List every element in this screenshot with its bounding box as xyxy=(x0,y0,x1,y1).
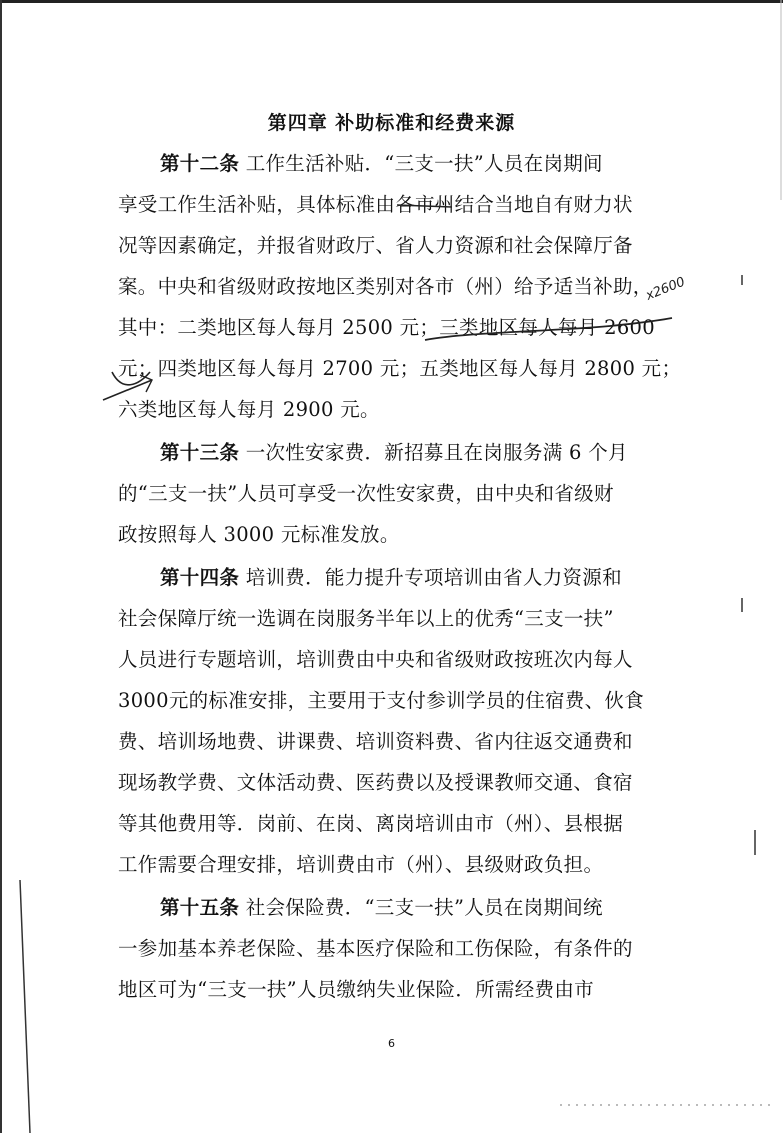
article13-line-1: 的“三支一扶”人员可享受一次性安家费，由中央和省级财 xyxy=(118,482,614,505)
handwritten-note: x2600 xyxy=(643,274,688,304)
article14-heading: 第十四条 xyxy=(160,566,240,589)
chapter-title: 第四章 补助标准和经费来源 xyxy=(267,112,516,134)
article14-line-4: 费、培训场地费、讲课费、培训资料费、省内往返交通费和 xyxy=(118,730,633,753)
article12-line-4: 其中：二类地区每人每月 2500 元；三类地区每人每月 2600 xyxy=(118,316,655,339)
article15-heading: 第十五条 xyxy=(160,896,240,919)
article12-heading: 第十二条 xyxy=(160,152,240,175)
article12-line-3: 案。中央和省级财政按地区类别对各市（州）给予适当补助， xyxy=(118,275,653,298)
page-number: 6 xyxy=(388,1037,395,1050)
article14-line-7: 工作需要合理安排，培训费由市（州）、县级财政负担。 xyxy=(118,853,604,876)
article13-first-line xyxy=(160,441,640,465)
scan-left-edge xyxy=(0,0,2,1133)
scan-top-edge xyxy=(0,0,783,3)
article13-heading: 第十三条 xyxy=(160,441,240,464)
article14-line-5: 现场教学费、文体活动费、医药费以及授课教师交通、食宿 xyxy=(118,771,633,794)
article14-line-6: 等其他费用等．岗前、在岗、离岗培训由市（州）、县根据 xyxy=(118,812,624,835)
article12-line-2: 况等因素确定，并报省财政厅、省人力资源和社会保障厅备 xyxy=(118,234,633,257)
scan-line-left xyxy=(20,880,30,1133)
article14-line-2: 人员进行专题培训，培训费由中央和省级财政按班次内每人 xyxy=(118,648,633,671)
article14-line-3: 3000元的标准安排，主要用于支付参训学员的住宿费、伙食 xyxy=(118,689,645,712)
article12-first-line xyxy=(160,152,640,176)
arrow-stroke-mark xyxy=(103,380,152,400)
article13-line-0: 一次性安家费．新招募且在岗服务满 6 个月 xyxy=(239,441,628,464)
article13-line-2: 政按照每人 3000 元标准发放。 xyxy=(118,523,400,546)
article14-line-1: 社会保障厅统一选调在岗服务半年以上的优秀“三支一扶” xyxy=(118,607,614,630)
article15-line-0: 社会保险费．“三支一扶”人员在岗期间统 xyxy=(239,896,603,919)
article14-first-line xyxy=(160,566,640,590)
article12-line-0: 工作生活补贴．“三支一扶”人员在岗期间 xyxy=(239,152,603,175)
article12-line-1: 享受工作生活补贴，具体标准由各市州结合当地自有财力状 xyxy=(118,193,633,216)
article12-line-6: 六类地区每人每月 2900 元。 xyxy=(118,398,380,421)
article12-line-5: 元；四类地区每人每月 2700 元；五类地区每人每月 2800 元； xyxy=(118,357,682,380)
article15-line-1: 一参加基本养老保险、基本医疗保险和工伤保险，有条件的 xyxy=(118,937,633,960)
article15-line-2: 地区可为“三支一扶”人员缴纳失业保险．所需经费由市 xyxy=(118,978,594,1001)
article14-line-0: 培训费．能力提升专项培训由省人力资源和 xyxy=(239,566,622,589)
article15-first-line xyxy=(160,896,640,920)
